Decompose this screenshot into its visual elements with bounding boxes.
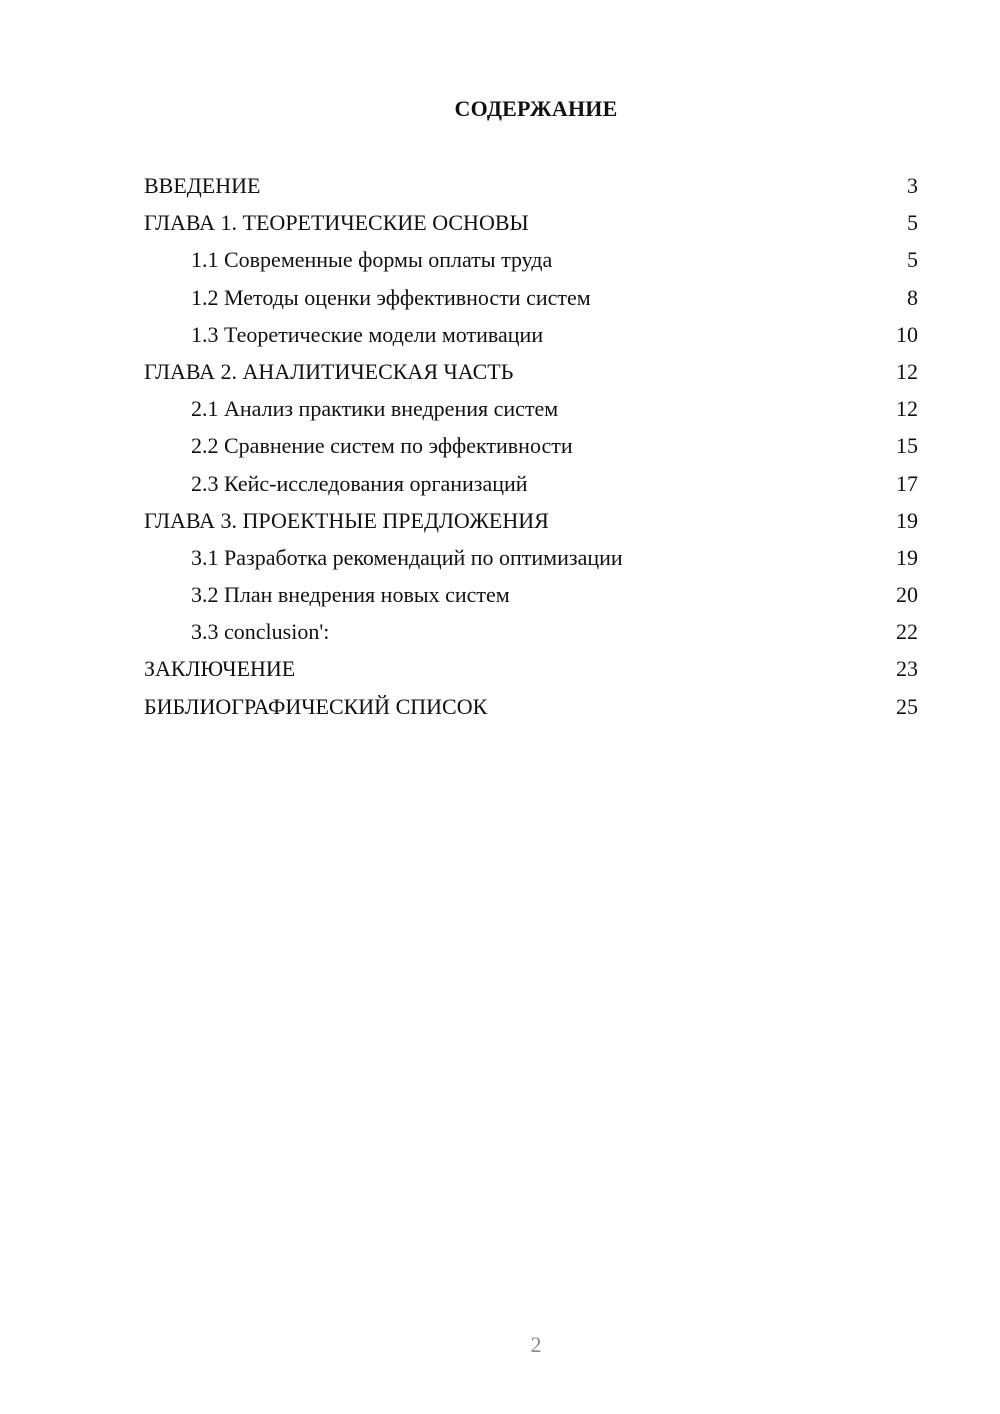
toc-entry[interactable] xyxy=(144,353,918,390)
toc-entry[interactable] xyxy=(144,427,918,464)
toc-entry-label: 2.1 Анализ практики внедрения систем xyxy=(191,396,559,422)
toc-entry[interactable] xyxy=(144,502,918,539)
toc-entry-label: ВВЕДЕНИЕ xyxy=(144,173,261,198)
table-of-contents xyxy=(144,167,918,725)
toc-entry[interactable] xyxy=(144,316,918,353)
page-number: 2 xyxy=(530,1332,542,1357)
toc-entry-page: 5 xyxy=(907,210,918,236)
toc-entry-page: 17 xyxy=(896,470,918,496)
toc-entry[interactable] xyxy=(144,390,918,427)
toc-entry-label: ГЛАВА 1. ТЕОРЕТИЧЕСКИЕ ОСНОВЫ xyxy=(144,210,529,236)
toc-entry-page: 20 xyxy=(896,582,918,608)
toc-entry[interactable] xyxy=(144,241,918,278)
toc-entry[interactable] xyxy=(144,650,918,687)
toc-entry-page: 19 xyxy=(896,544,918,570)
toc-entry-label: 1.2 Методы оценки эффективности систем xyxy=(191,284,591,310)
toc-entry-page: 12 xyxy=(896,358,918,384)
toc-entry-label: ЗАКЛЮЧЕНИЕ xyxy=(144,656,296,682)
toc-entry-label: БИБЛИОГРАФИЧЕСКИЙ СПИСОК xyxy=(144,693,488,719)
toc-entry[interactable] xyxy=(144,465,918,502)
toc-entry[interactable] xyxy=(144,279,918,316)
toc-entry-page: 23 xyxy=(896,656,918,682)
toc-entry[interactable] xyxy=(144,167,918,204)
toc-entry-page: 3 xyxy=(907,173,918,198)
toc-entry-label: 3.1 Разработка рекомендаций по оптимизации xyxy=(191,544,623,570)
toc-entry-label: 2.2 Сравнение систем по эффективности xyxy=(191,433,573,459)
toc-entry-page: 15 xyxy=(896,433,918,459)
toc-entry[interactable] xyxy=(144,576,918,613)
toc-entry-page: 8 xyxy=(907,284,918,310)
toc-entry[interactable] xyxy=(144,539,918,576)
toc-entry-label: 1.3 Теоретические модели мотивации xyxy=(191,321,544,347)
toc-entry-page: 5 xyxy=(907,247,918,273)
toc-entry-page: 25 xyxy=(896,693,918,719)
toc-entry-page: 19 xyxy=(896,507,918,533)
toc-entry-label: ГЛАВА 2. АНАЛИТИЧЕСКАЯ ЧАСТЬ xyxy=(144,358,514,384)
toc-entry-label: 2.3 Кейс-исследования организаций xyxy=(191,470,528,496)
toc-entry-page: 12 xyxy=(896,396,918,422)
toc-entry-page: 22 xyxy=(896,619,918,645)
toc-entry-label: ГЛАВА 3. ПРОЕКТНЫЕ ПРЕДЛОЖЕНИЯ xyxy=(144,507,549,533)
toc-entry-label: 3.2 План внедрения новых систем xyxy=(191,582,510,608)
toc-entry-page: 10 xyxy=(896,321,918,347)
toc-entry-label: 1.1 Современные формы оплаты труда xyxy=(191,247,553,273)
page-title: СОДЕРЖАНИЕ xyxy=(454,96,618,121)
toc-entry[interactable] xyxy=(144,204,918,241)
toc-entry-label: 3.3 conclusion': xyxy=(191,619,330,645)
toc-entry[interactable] xyxy=(144,688,918,725)
toc-entry[interactable] xyxy=(144,613,918,650)
